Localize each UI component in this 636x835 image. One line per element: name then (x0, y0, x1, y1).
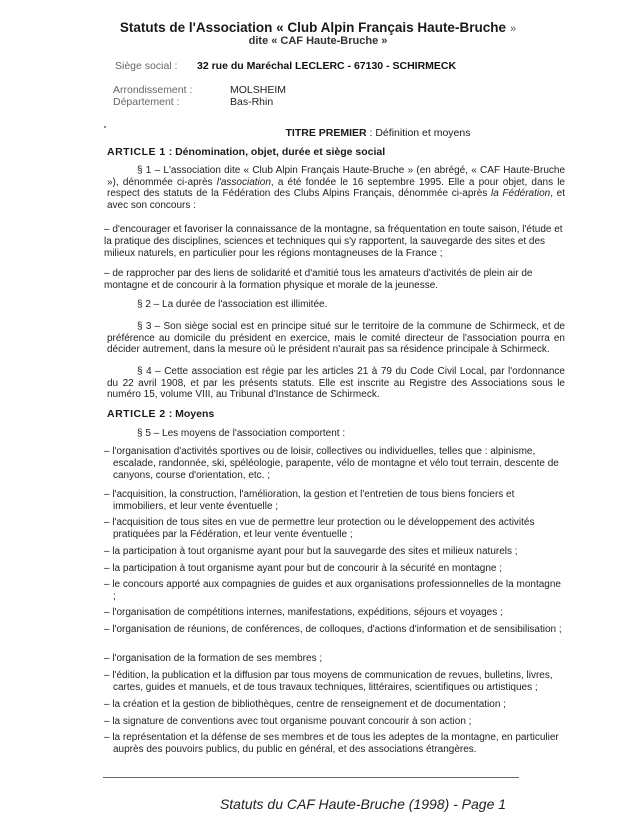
document-subtitle: dite « CAF Haute-Bruche » (248, 35, 388, 47)
list-item: – l'organisation de la formation de ses membres ; (104, 653, 323, 664)
titre-premier-heading (0, 127, 636, 139)
article-1-bullet-1: – d'encourager et favoriser la connaissance de la montagne, sa fréquentation en toute saison, l'étude et la pratique des disciplines, sciences et techniques qui s'y rapportent, la sauvegarde des sites et des milieux naturels, en particulier pour les régions montagneuses de la France ; (104, 224, 563, 259)
article-2-title: : Moyens (168, 408, 215, 420)
list-item: – l'acquisition, la construction, l'amélioration, la gestion et l'entretien de tous biens fonciers et immobiliers, et leur vente éventuelle ; (104, 489, 515, 512)
departement-value: Bas-Rhin (230, 96, 274, 108)
article-2-number: ARTICLE 2 (107, 408, 166, 420)
siege-social-row (115, 60, 456, 72)
title-text: Statuts de l'Association « Club Alpin Français Haute-Bruche (119, 20, 506, 35)
titre-rest: : Définition et moyens (369, 127, 471, 139)
list-item: – l'édition, la publication et la diffusion par tous moyens de communication de revues, bulletins, livres, cartes, guides et manuels, et de tous travaux techniques, littéraires, scientifiques ou artistiques ; (104, 670, 553, 693)
list-item: – la signature de conventions avec tout organisme pouvant concourir à son action ; (104, 716, 472, 727)
article-1-heading (107, 146, 385, 158)
list-item: – l'organisation d'activités sportives ou de loisir, collectives ou individuelles, telles que : alpinisme, escalade, randonnée, ski, spéléologie, parapente, vélo de montagne et vélo tout terrain, descente de canyons, course d'orientation, etc. ; (104, 446, 559, 481)
document-title (0, 20, 636, 35)
p1-em-association: l'association (216, 176, 271, 188)
footer-divider (103, 777, 519, 778)
arrondissement-value: MOLSHEIM (230, 84, 287, 96)
siege-social-value: 32 rue du Maréchal LECLERC - 67130 - SCHIRMECK (197, 60, 457, 72)
list-item: – la participation à tout organisme ayant pour but de concourir à la sécurité en montagne ; (104, 563, 503, 574)
arrondissement-row (113, 84, 286, 96)
departement-label: Département : (113, 96, 180, 108)
article-1-paragraph-1 (107, 165, 565, 211)
list-item: – la participation à tout organisme ayant pour but la sauvegarde des sites et milieux naturels ; (104, 546, 518, 557)
article-2-heading (107, 408, 214, 420)
list-item: – l'organisation de réunions, de conférences, de colloques, d'actions d'information et de sensibilisation ; (104, 624, 562, 635)
article-1-paragraph-3: § 3 – Son siège social est en principe situé sur le territoire de la commune de Schirmeck, et de préférence au domicile du président en exercice, mais le comité directeur de l'association pourra en décider autrement, dans la mesure où le président n'aurait pas sa résidence principale à Schirmeck. (107, 321, 565, 355)
page-footer: Statuts du CAF Haute-Bruche (1998) - Page 1 (219, 796, 507, 812)
list-item: – la création et la gestion de bibliothèques, centre de renseignement et de documentation ; (104, 699, 506, 710)
list-item: – l'acquisition de tous sites en vue de permettre leur protection ou le développement des activités pratiquées par la Fédération, et leur vente éventuelle ; (104, 517, 535, 540)
article-1-bullet-2: – de rapprocher par des liens de solidarité et d'amitié tous les amateurs d'activités de plein air de montagne et de concourir à la formation physique et morale de la jeunesse. (104, 268, 533, 291)
title-closing-mark: » (509, 23, 517, 35)
p1-part-c: , et avec son concours : (107, 188, 565, 211)
article-2-paragraph-5: § 5 – Les moyens de l'association comportent : (137, 428, 346, 439)
article-1-number: ARTICLE 1 (107, 146, 166, 158)
article-1-title: : Dénomination, objet, durée et siège social (168, 146, 386, 158)
p1-part-b: , a été fondée le 16 septembre 1995. Elle a pour objet, dans le respect des statuts de la Fédération des Clubs Alpins Français, dénommée ci-après (107, 176, 565, 199)
list-item: – l'organisation de compétitions internes, manifestations, expéditions, séjours et voyages ; (104, 607, 503, 618)
p1-part-a: § 1 – L'association dite « Club Alpin Français Haute-Bruche » (en abrégé, « CAF Haute-Bruche »), dénommée ci-après (107, 165, 565, 188)
siege-social-label: Siège social : (115, 60, 178, 72)
p1-em-federation: la Fédération (490, 188, 551, 199)
departement-row (113, 96, 273, 108)
arrondissement-label: Arrondissement : (113, 84, 193, 96)
article-1-paragraph-2: § 2 – La durée de l'association est illimitée. (137, 299, 328, 310)
list-item: – la représentation et la défense de ses membres et de tous les adeptes de la montagne, en particulier auprès des pouvoirs publics, du public en général, et des associations étrangères. (104, 732, 559, 755)
article-1-paragraph-4: § 4 – Cette association est régie par les articles 21 à 79 du Code Civil Local, par l'ordonnance du 22 avril 1908, et par les présents statuts. Elle est inscrite au Registre des Associations sous le numéro 15, volume VIII, au Tribunal d'Instance de Schirmeck. (107, 366, 565, 400)
titre-label: TITRE PREMIER (285, 127, 367, 139)
list-item: – le concours apporté aux compagnies de guides et aux organisations professionnelles de la montagne ; (104, 579, 561, 602)
